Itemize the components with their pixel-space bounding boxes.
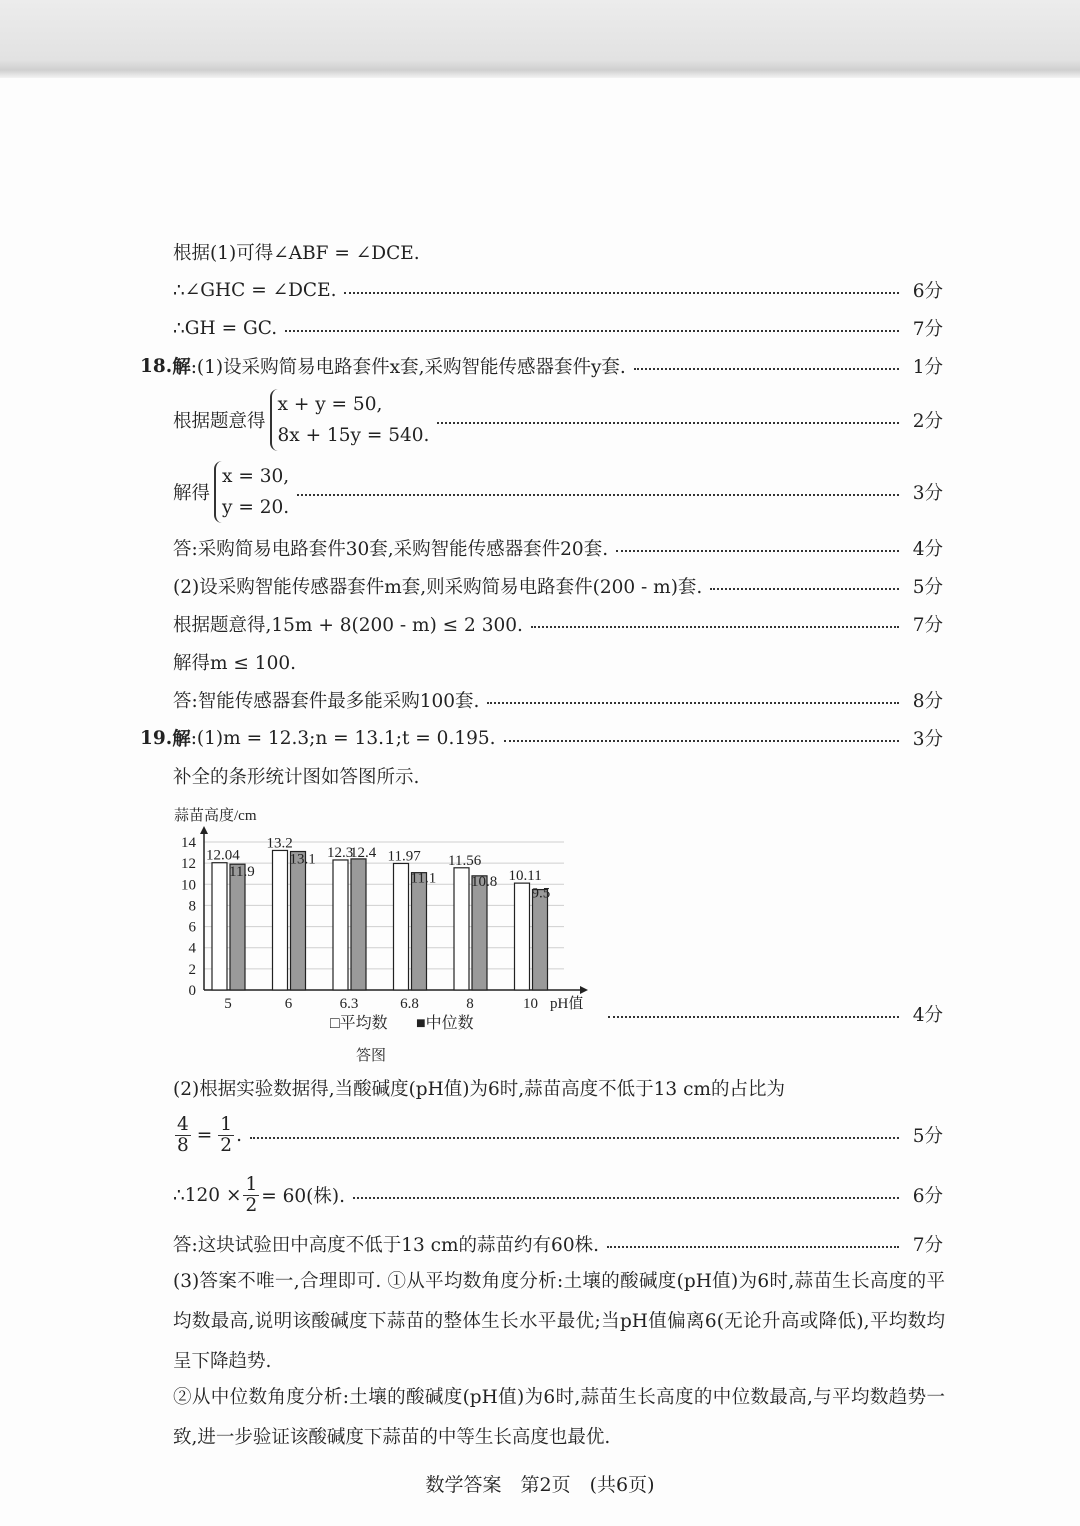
- question-number: 18.: [140, 355, 173, 377]
- q18-line1-text: :(1)设采购简易电路套件x套,采购智能传感器套件y套.: [190, 357, 626, 378]
- score: 7分: [912, 319, 943, 340]
- leader-dots: [531, 624, 899, 628]
- q18-answer2-text: 答:智能传感器套件最多能采购100套.: [173, 691, 480, 712]
- leader-dots: [250, 1135, 899, 1139]
- numerator: 1: [220, 1113, 233, 1135]
- leader-dots: [437, 420, 899, 424]
- fraction: [175, 1115, 191, 1156]
- y-axis-title: 蒜苗高度/cm: [174, 808, 257, 824]
- leader-dots: [634, 366, 899, 370]
- score: 3分: [912, 729, 943, 750]
- data-label-average: 11.97: [387, 848, 421, 865]
- equation-2: 8x + 15y = 540.: [277, 425, 430, 446]
- x-tick-label: 6.3: [339, 996, 359, 1012]
- q19-part2-line: [173, 1072, 943, 1104]
- bar-average: [454, 868, 469, 990]
- equation-system: [270, 389, 430, 451]
- score: 7分: [912, 1235, 943, 1256]
- bar-median: [412, 873, 427, 990]
- bar-median: [230, 864, 245, 990]
- leader-dots: [616, 548, 899, 552]
- bar-median: [472, 876, 487, 990]
- question-number: 19.: [140, 727, 173, 749]
- score: 3分: [912, 483, 943, 504]
- y-tick-label: 10: [181, 877, 196, 894]
- leader-dots: [297, 492, 899, 496]
- q19-part3b-paragraph: ②从中位数角度分析:土壤的酸碱度(pH值)为6时,蒜苗生长高度的中位数最高,与平均数趋势一致,进一步验证该酸碱度下蒜苗的中等生长高度也最优.: [173, 1387, 945, 1448]
- chart-score-line: [600, 998, 943, 1030]
- x-tick-label: 8: [466, 996, 474, 1012]
- leader-dots: [487, 700, 899, 704]
- q19-fraction-line: [173, 1112, 943, 1158]
- p17-line3-text: ∴GH = GC.: [173, 317, 278, 339]
- bar-median: [291, 852, 306, 990]
- solution-1: x = 30,: [222, 466, 290, 487]
- score: 1分: [912, 357, 943, 378]
- x-tick-label: 5: [224, 996, 232, 1012]
- leader-dots: [607, 1244, 899, 1248]
- bar-average: [333, 860, 348, 990]
- data-label-median: 12.4: [350, 844, 377, 861]
- q18-inequality-solution-text: 解得m ≤ 100.: [173, 653, 296, 674]
- score: 7分: [912, 615, 943, 636]
- leader-dots: [710, 586, 899, 590]
- q18-answer2: [173, 684, 943, 716]
- solve-label: 解: [172, 357, 191, 378]
- solution-2: y = 20.: [222, 497, 290, 518]
- calc-suffix: = 60(株).: [261, 1186, 345, 1207]
- p17-line2: [173, 274, 943, 306]
- solve-label: 解: [172, 729, 191, 750]
- q18-answer1-text: 答:采购简易电路套件30套,采购智能传感器套件20套.: [173, 539, 609, 560]
- leader-dots: [344, 290, 899, 294]
- q19-part3-paragraph: (3)答案不唯一,合理即可. ①从平均数角度分析:土壤的酸碱度(pH值)为6时,蒜苗生长高度的平均数最高,说明该酸碱度下蒜苗的整体生长水平最优;当pH值偏离6(无论升高或降低),平均数均呈下降趋势.: [173, 1271, 945, 1372]
- q19-answer: [173, 1228, 943, 1260]
- legend-median: ■中位数: [416, 1015, 474, 1032]
- equals-sign: =: [196, 1124, 213, 1146]
- q18-sol-label: 解得: [173, 483, 211, 504]
- leader-dots: [608, 1014, 899, 1018]
- y-axis-arrow: [200, 826, 208, 834]
- x-axis-arrow: [580, 986, 588, 994]
- denominator: 8: [177, 1134, 189, 1156]
- q19-line1-text: :(1)m = 12.3;n = 13.1;t = 0.195.: [190, 727, 496, 749]
- denominator: 2: [245, 1194, 258, 1216]
- score: 2分: [912, 411, 943, 432]
- y-tick-label: 6: [188, 919, 196, 936]
- bar-average: [515, 883, 530, 990]
- q19-part2-text: (2)根据实验数据得,当酸碱度(pH值)为6时,蒜苗高度不低于13 cm的占比为: [173, 1079, 785, 1100]
- p17-line3: [173, 312, 943, 344]
- q19-line1: [140, 722, 943, 754]
- bar-average: [394, 863, 409, 990]
- y-tick-label: 8: [188, 898, 196, 915]
- data-label-average: 10.11: [508, 868, 542, 885]
- numerator: 1: [245, 1173, 258, 1195]
- bar-average: [212, 863, 227, 990]
- solution-system: [214, 461, 289, 523]
- bar-median: [351, 859, 366, 990]
- viewer-top-bar: [0, 0, 1080, 78]
- leader-dots: [353, 1195, 899, 1199]
- data-label-average: 12.04: [206, 847, 240, 864]
- score: 4分: [912, 1005, 943, 1026]
- y-tick-label: 14: [181, 835, 196, 851]
- x-axis-title: pH值: [550, 996, 584, 1012]
- y-tick-label: 0: [188, 983, 196, 999]
- score: 5分: [912, 577, 943, 598]
- data-label-median: 10.8: [471, 873, 498, 890]
- data-label-average: 11.56: [448, 852, 482, 869]
- q18-inequality: [173, 608, 943, 640]
- q18-part2: [173, 570, 943, 602]
- y-tick-label: 12: [181, 856, 196, 873]
- score: 5分: [912, 1126, 943, 1147]
- score: 6分: [912, 281, 943, 302]
- fraction: [243, 1175, 259, 1216]
- q18-line1: [140, 350, 943, 382]
- q18-inequality-text: 根据题意得,15m + 8(200 - m) ≤ 2 300.: [173, 615, 523, 636]
- data-label-average: 13.2: [266, 835, 293, 852]
- q19-line2-text: 补全的条形统计图如答图所示.: [173, 767, 420, 788]
- q18-inequality-solution: [173, 646, 943, 678]
- q18-eq-label: 根据题意得: [173, 411, 266, 432]
- y-tick-label: 4: [188, 940, 196, 957]
- legend-average: □平均数: [330, 1015, 388, 1032]
- numerator: 4: [177, 1113, 189, 1135]
- score: 6分: [912, 1186, 943, 1207]
- q18-answer1: [173, 532, 943, 564]
- leader-dots: [285, 328, 899, 332]
- calc-prefix: ∴120 ×: [173, 1184, 242, 1206]
- denominator: 2: [220, 1134, 233, 1156]
- bar-chart: [160, 800, 620, 1065]
- data-label-median: 11.9: [229, 864, 255, 881]
- q18-part2-text: (2)设采购智能传感器套件m套,则采购简易电路套件(200 - m)套.: [173, 577, 703, 598]
- equation-1: x + y = 50,: [277, 394, 383, 415]
- score: 4分: [912, 539, 943, 560]
- p17-line2-text: ∴∠GHC = ∠DCE.: [173, 279, 337, 301]
- x-tick-label: 10: [523, 996, 538, 1012]
- q18-system: [173, 388, 943, 452]
- p17-line1: [173, 236, 943, 268]
- q18-solution: [173, 460, 943, 524]
- x-tick-label: 6: [284, 996, 293, 1012]
- data-label-median: 11.1: [410, 870, 437, 887]
- chart-svg: [160, 800, 620, 1065]
- data-label-average: 12.3: [327, 844, 354, 861]
- leader-dots: [504, 738, 899, 742]
- p17-line1-text: 根据(1)可得∠ABF = ∠DCE.: [173, 243, 420, 264]
- y-tick-label: 2: [188, 961, 196, 978]
- score: 8分: [912, 691, 943, 712]
- q19-answer-text: 答:这块试验田中高度不低于13 cm的蒜苗约有60株.: [173, 1235, 599, 1256]
- period: .: [236, 1124, 242, 1146]
- q19-line2: [173, 760, 943, 792]
- x-tick-label: 6.8: [400, 996, 419, 1012]
- chart-caption: 答图: [356, 1048, 387, 1064]
- q19-calc-line: [173, 1172, 943, 1218]
- fraction: [218, 1115, 234, 1156]
- data-label-median: 13.1: [289, 851, 316, 868]
- page-footer: 数学答案 第2页 (共6页): [425, 1474, 655, 1496]
- bar-median: [533, 890, 548, 990]
- bar-average: [273, 850, 288, 990]
- data-label-median: 9.5: [531, 885, 551, 902]
